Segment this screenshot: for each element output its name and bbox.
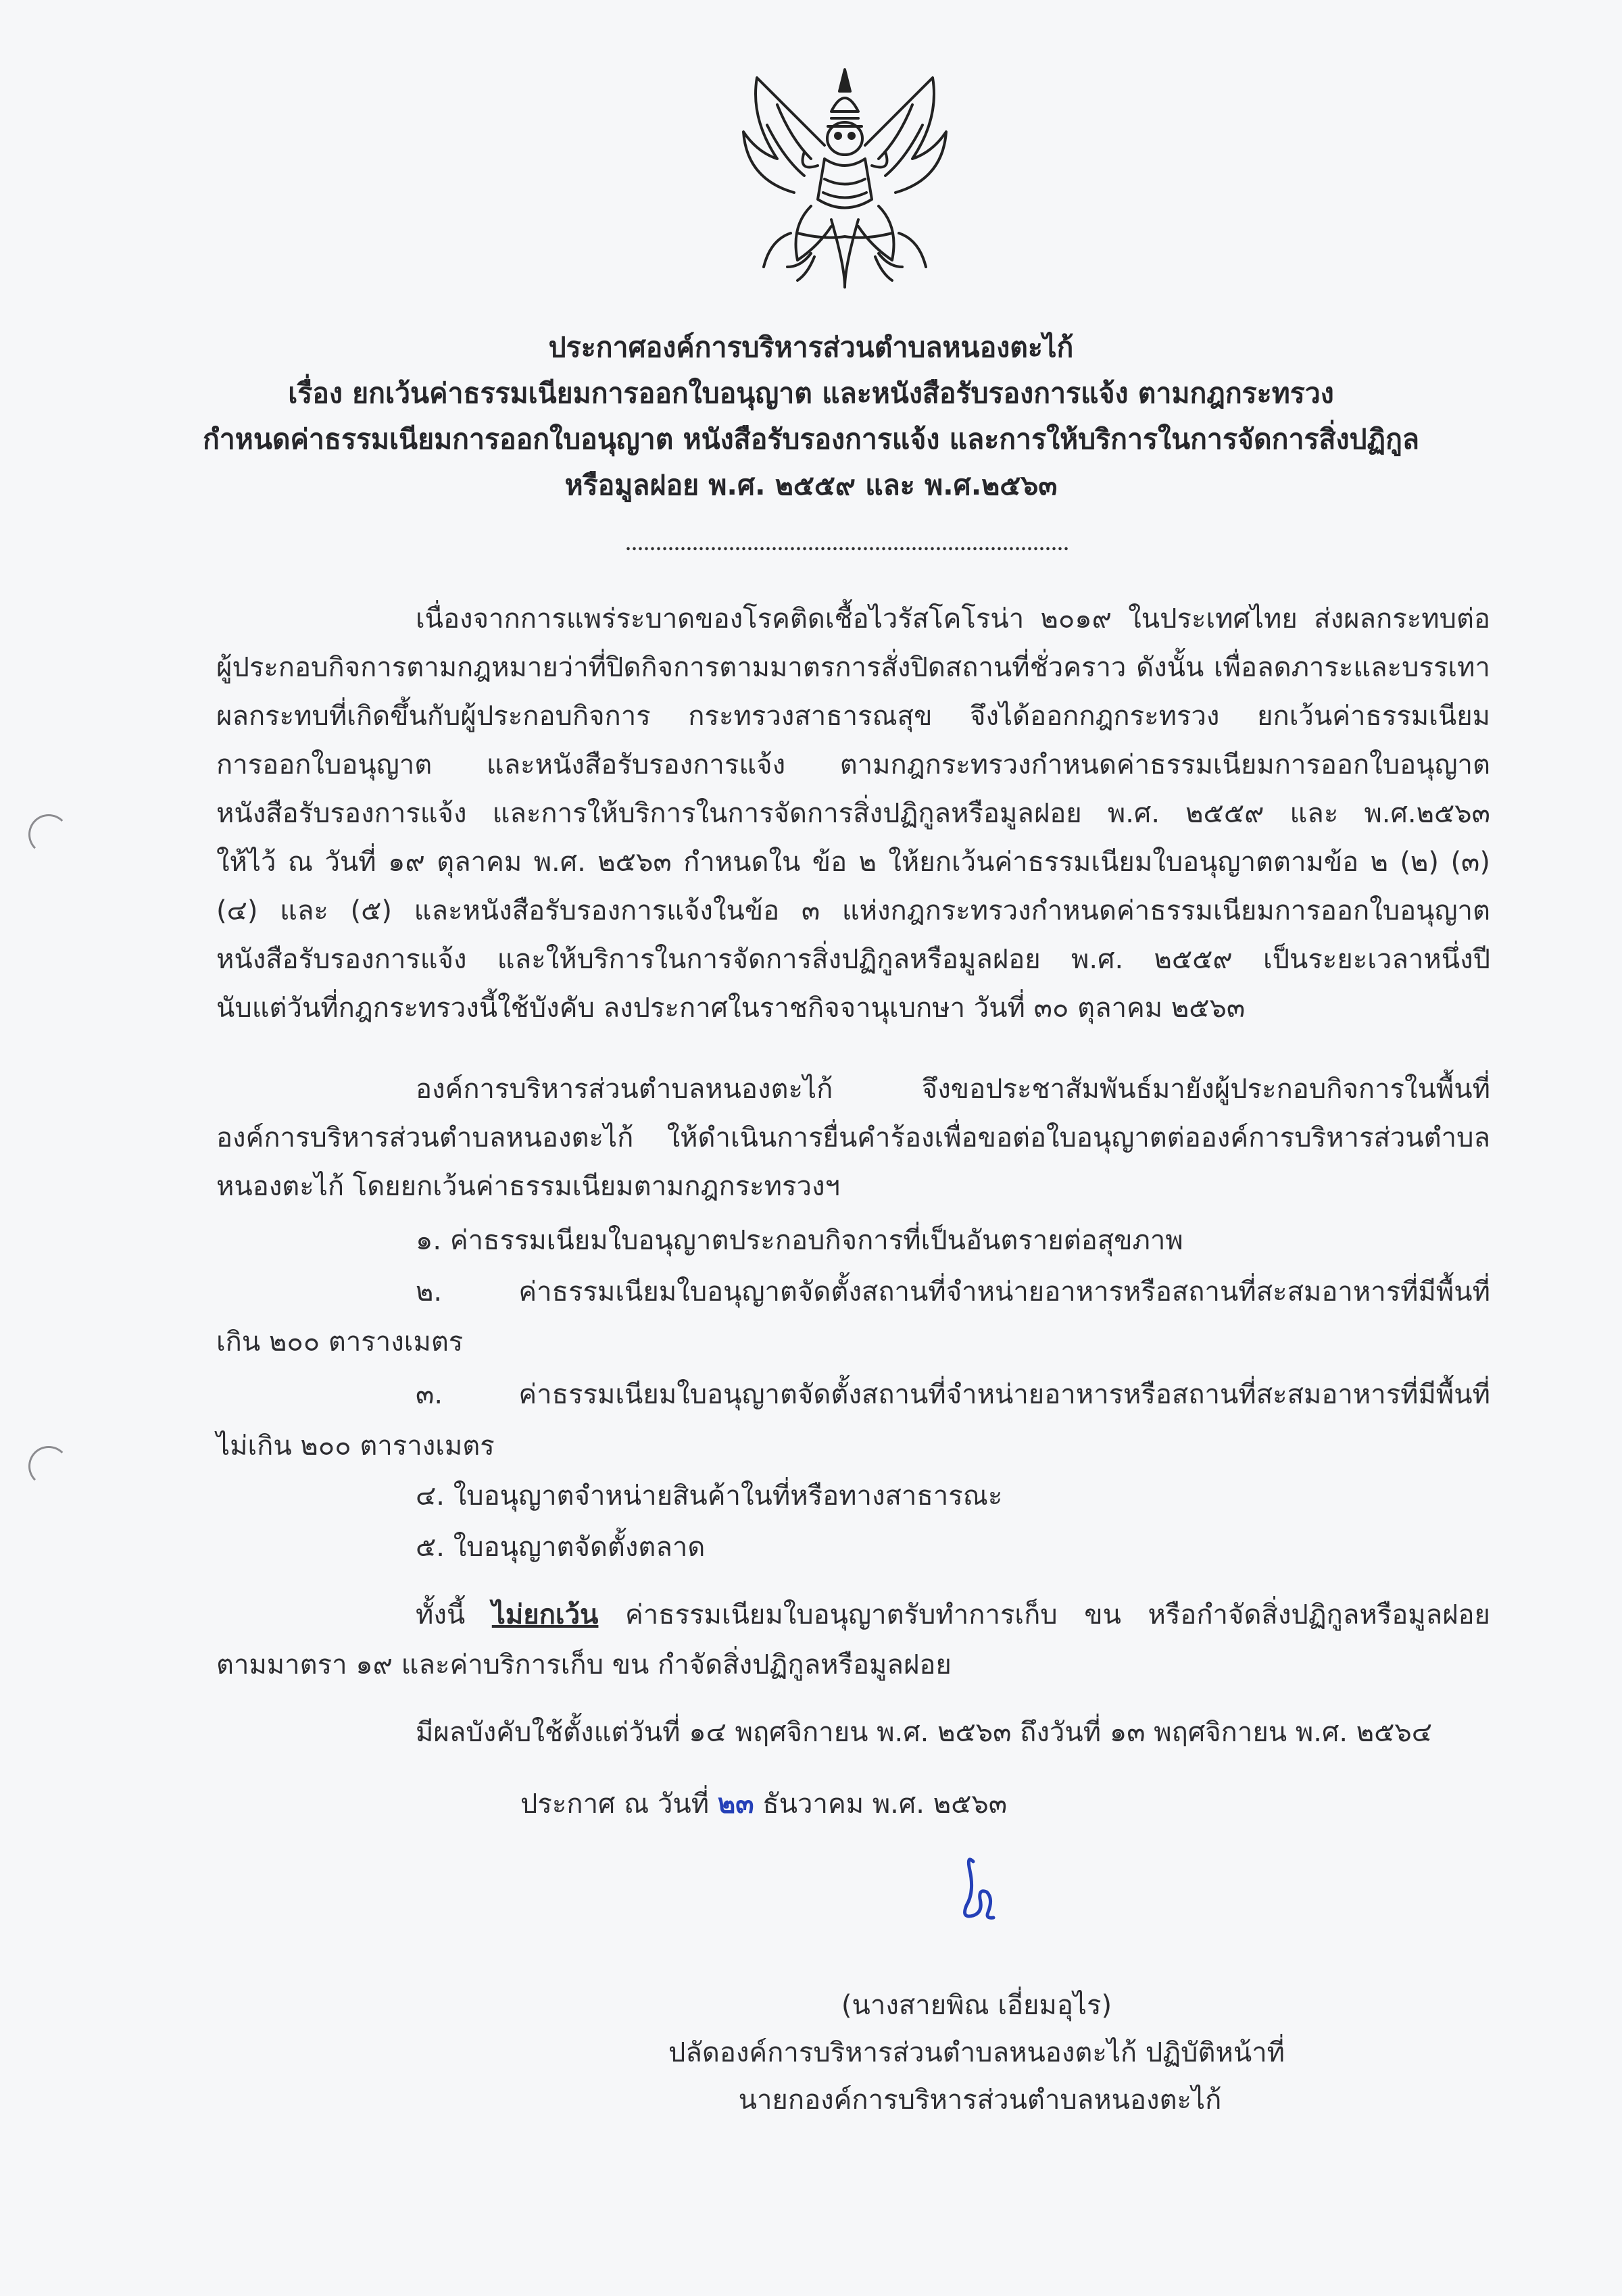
dotted-separator: [625, 546, 1068, 551]
paragraph-line: ตามมาตรา ๑๙ และค่าบริการเก็บ ขน กำจัดสิ่งปฏิกูลหรือมูลฝอย: [216, 1649, 952, 1680]
punch-hole: [28, 1446, 69, 1487]
paragraph-line: องค์การบริหารส่วนตำบลหนองตะไก้ จึงขอประชาสัมพันธ์มายังผู้ประกอบกิจการในพื้นที่: [416, 1074, 1490, 1105]
paragraph-line: หนังสือรับรองการแจ้ง และให้บริการในการจัดการสิ่งปฏิกูลหรือมูลฝอย พ.ศ. ๒๕๕๙ เป็นระยะเวลาหนึ่งปี: [216, 944, 1490, 975]
garuda-emblem-icon: [730, 64, 960, 297]
paragraph-line: หนองตะไก้ โดยยกเว้นค่าธรรมเนียมตามกฎกระทรวงฯ: [216, 1171, 840, 1202]
paragraph-line: หนังสือรับรองการแจ้ง และการให้บริการในการจัดการสิ่งปฏิกูลหรือมูลฝอย พ.ศ. ๒๕๕๙ และ พ.ศ.๒๕๖๓: [216, 798, 1490, 829]
paragraph-line: [416, 1599, 1490, 1631]
announcement-date: [520, 1788, 1007, 1820]
list-item-continuation: เกิน ๒๐๐ ตารางเมตร: [216, 1326, 464, 1357]
exception-prefix: ทั้งนี้: [416, 1599, 492, 1630]
signatory-position: นายกองค์การบริหารส่วนตำบลหนองตะไก้: [738, 2085, 1222, 2116]
paragraph-line: ผลกระทบที่เกิดขึ้นกับผู้ประกอบกิจการ กระทรวงสาธารณสุข จึงได้ออกกฎกระทรวง ยกเว้นค่าธรรมเนียม: [216, 701, 1490, 732]
paragraph-line: เนื่องจากการแพร่ระบาดของโรคติดเชื้อไวรัสโคโรน่า ๒๐๑๙ ในประเทศไทย ส่งผลกระทบต่อ: [416, 603, 1490, 634]
signatory-position: ปลัดองค์การบริหารส่วนตำบลหนองตะไก้ ปฏิบัติหน้าที่: [668, 2037, 1285, 2068]
paragraph-line: (๔) และ (๕) และหนังสือรับรองการแจ้งในข้อ ๓ แห่งกฎกระทรวงกำหนดค่าธรรมเนียมการออกใบอนุญาต: [216, 895, 1490, 926]
exception-text: ค่าธรรมเนียมใบอนุญาตรับทำการเก็บ ขน หรือกำจัดสิ่งปฏิกูลหรือมูลฝอย: [598, 1599, 1490, 1630]
subject-line: หรือมูลฝอย พ.ศ. ๒๕๕๙ และ พ.ศ.๒๕๖๓: [564, 469, 1058, 501]
announcement-title: ประกาศองค์การบริหารส่วนตำบลหนองตะไก้: [548, 331, 1074, 364]
list-item: ๕. ใบอนุญาตจัดตั้งตลาด: [416, 1532, 706, 1563]
list-item: ๒. ค่าธรรมเนียมใบอนุญาตจัดตั้งสถานที่จำหน่ายอาหารหรือสถานที่สะสมอาหารที่มีพื้นที่: [416, 1276, 1490, 1307]
paragraph-line: นับแต่วันที่กฎกระทรวงนี้ใช้บังคับ ลงประกาศในราชกิจจานุเบกษา วันที่ ๓๐ ตุลาคม ๒๕๖๓: [216, 993, 1246, 1024]
announce-prefix: ประกาศ ณ วันที่: [520, 1789, 718, 1820]
list-item-continuation: ไม่เกิน ๒๐๐ ตารางเมตร: [216, 1430, 495, 1462]
paragraph-line: ผู้ประกอบกิจการตามกฎหมายว่าที่ปิดกิจการตามมาตรการสั่งปิดสถานที่ชั่วคราว ดังนั้น เพื่อลดภาระและบรรเทา: [216, 652, 1490, 683]
paragraph-line: ให้ไว้ ณ วันที่ ๑๙ ตุลาคม พ.ศ. ๒๕๖๓ กำหนดใน ข้อ ๒ ให้ยกเว้นค่าธรรมเนียมใบอนุญาตตามข้อ ๒ (๒) (๓): [216, 847, 1490, 878]
signatory-name: (นางสายพิณ เอี่ยมอุไร): [841, 1990, 1112, 2021]
paragraph-line: การออกใบอนุญาต และหนังสือรับรองการแจ้ง ตามกฎกระทรวงกำหนดค่าธรรมเนียมการออกใบอนุญาต: [216, 749, 1490, 780]
list-item: ๔. ใบอนุญาตจำหน่ายสินค้าในที่หรือทางสาธารณะ: [416, 1480, 1003, 1512]
paragraph-line: องค์การบริหารส่วนตำบลหนองตะไก้ ให้ดำเนินการยื่นคำร้องเพื่อขอต่อใบอนุญาตต่อองค์การบริหารส่วนตำบล: [216, 1122, 1490, 1153]
not-exempted-emphasis: ไม่ยกเว้น: [491, 1599, 599, 1630]
list-item: ๓. ค่าธรรมเนียมใบอนุญาตจัดตั้งสถานที่จำหน่ายอาหารหรือสถานที่สะสมอาหารที่มีพื้นที่: [416, 1379, 1490, 1410]
handwritten-day: ๒๓: [717, 1789, 754, 1820]
effective-period: มีผลบังคับใช้ตั้งแต่วันที่ ๑๔ พฤศจิกายน พ.ศ. ๒๕๖๓ ถึงวันที่ ๑๓ พฤศจิกายน พ.ศ. ๒๕๖๔: [416, 1717, 1433, 1748]
list-item: ๑. ค่าธรรมเนียมใบอนุญาตประกอบกิจการที่เป็นอันตรายต่อสุขภาพ: [416, 1225, 1183, 1256]
announce-suffix: ธันวาคม พ.ศ. ๒๕๖๓: [754, 1789, 1008, 1820]
punch-hole: [28, 814, 69, 855]
handwritten-signature: [946, 1851, 1007, 1926]
subject-line: กำหนดค่าธรรมเนียมการออกใบอนุญาต หนังสือรับรองการแจ้ง และการให้บริการในการจัดการสิ่งปฏิกูล: [202, 423, 1420, 455]
subject-line: เรื่อง ยกเว้นค่าธรรมเนียมการออกใบอนุญาต และหนังสือรับรองการแจ้ง ตามกฎกระทรวง: [288, 377, 1334, 409]
